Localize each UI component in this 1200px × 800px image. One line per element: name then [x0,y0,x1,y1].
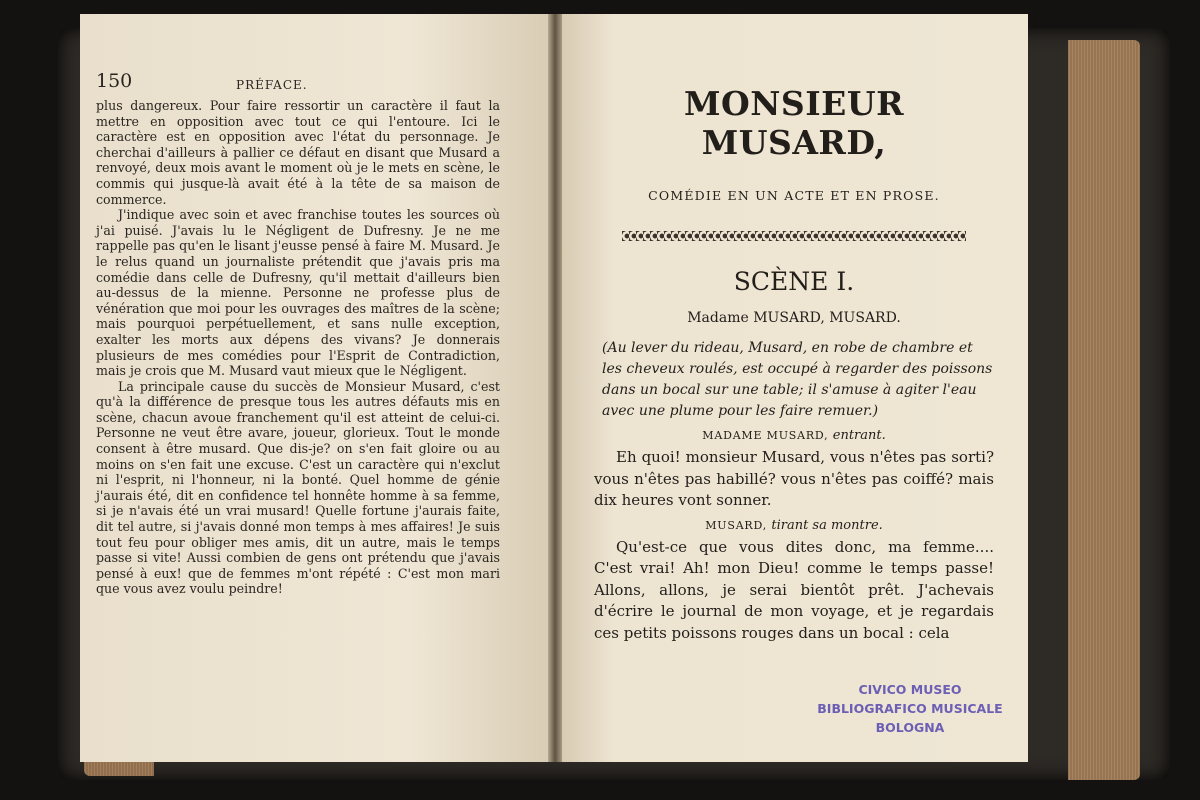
speaker-action: entrant. [832,428,886,443]
preface-paragraph-3: La principale cause du succès de Monsieur Musard, c'est qu'à la différence de presque tous les autres défauts mis en scène, chacun avoue franchement qu'il est atteint de celui-ci. Personne ne veut être avare, joueur, glorieux. Tout le monde consent à être musard. Que dis-je? on s'en fait gloire ou au moins on s'en fait une excuse. C'est un caractère qui n'exclut ni l'esprit, ni l'honneur, ni la bonté. Quel homme de génie j'aurais été, dit en confidence tel honnête homme à sa femme, si je n'avais été un vrai musard! Quelle fortune j'aurais faite, dit tel autre, si j'avais donné mon temps à mes affaires! Je suis tout feu pour obliger mes amis, dit un autre, mais le temps passe si vite! Aussi combien de gens ont prétendu que j'avais pensé à eux! que de femmes m'ont répété : C'est mon mari que vous avez voulu peindre! [96,378,500,597]
play-subtitle: COMÉDIE EN UN ACTE ET EN PROSE. [648,188,940,203]
right-page-text [594,74,994,644]
preface-paragraph-1: plus dangereux. Pour faire ressortir un caractère il faut la mettre en opposition avec tout ce qui l'entoure. Ici le caractère est en opposition avec l'état du personnage. Je cherchai d'ailleurs à pallier ce défaut en disant que Musard a renvoyé, deux mois avant le moment où je le mets en scène, le commis qui jusque-là avait été à la tête de sa maison de commerce. [96,98,500,207]
speaker-madame-musard [594,428,994,443]
character-list: Madame MUSARD, MUSARD. [687,310,901,326]
stamp-line-1: CIVICO MUSEO [858,682,962,697]
running-head: PRÉFACE. [236,78,308,92]
left-page-text [96,70,500,597]
book-gutter [548,14,562,762]
play-title: MONSIEUR MUSARD, [683,84,905,162]
left-page-header [96,70,500,94]
stamp-line-3: BOLOGNA [875,720,945,735]
stamp-line-2: BIBLIOGRAFICO MUSICALE [817,701,1003,716]
dialogue-line-1 [594,447,994,512]
speaker-name: MUSARD, [705,518,768,532]
dialogue-line-2 [594,537,994,645]
dialogue-text: Qu'est-ce que vous dites donc, ma femme.... C'est vrai! Ah! mon Dieu! comme le temps passe! Allons, allons, je serai bientôt prêt. J'achevais d'écrire le journal de mon voyage, et je regardais ces petits poissons rouges dans un bocal : cela [594,537,994,642]
speaker-name: MADAME MUSARD, [702,429,829,442]
ornament-rule [622,231,966,241]
scene-heading: SCÈNE I. [733,267,855,296]
dialogue-text: Eh quoi! monsieur Musard, vous n'êtes pas sorti? vous n'êtes pas habillé? vous n'êtes pas coiffé? mais dix heures vont sonner. [594,448,994,509]
speaker-musard [594,518,994,533]
library-stamp [806,680,1014,737]
stage-direction: (Au lever du rideau, Musard, en robe de chambre et les cheveux roulés, est occupé à regarder des poissons dans un bocal sur une table; il s'amuse à agiter l'eau avec une plume pour les faire remuer.) [602,340,993,419]
speaker-action: tirant sa montre. [771,517,883,533]
page-number: 150 [96,70,133,92]
right-page-edges [1068,40,1140,780]
preface-paragraph-2: J'indique avec soin et avec franchise toutes les sources où j'ai puisé. J'avais lu le Négligent de Dufresny. Je ne me rappelle pas qu'en le lisant j'eusse pensé à faire M. Musard. Je le relus quand un journaliste prétendit que j'avais pris ma comédie dans celle de Dufresny, qu'il mettait d'ailleurs bien au-dessus de la mienne. Personne ne professe plus de vénération que moi pour les ouvrages des maîtres de la scène; mais pourquoi perpétuellement, et sans nulle exception, exalter les morts aux dépens des vivans? Je donnerais plusieurs de mes comédies pour l'Esprit de Contradiction, mais je crois que M. Musard vaut mieux que le Négligent. [96,207,500,379]
